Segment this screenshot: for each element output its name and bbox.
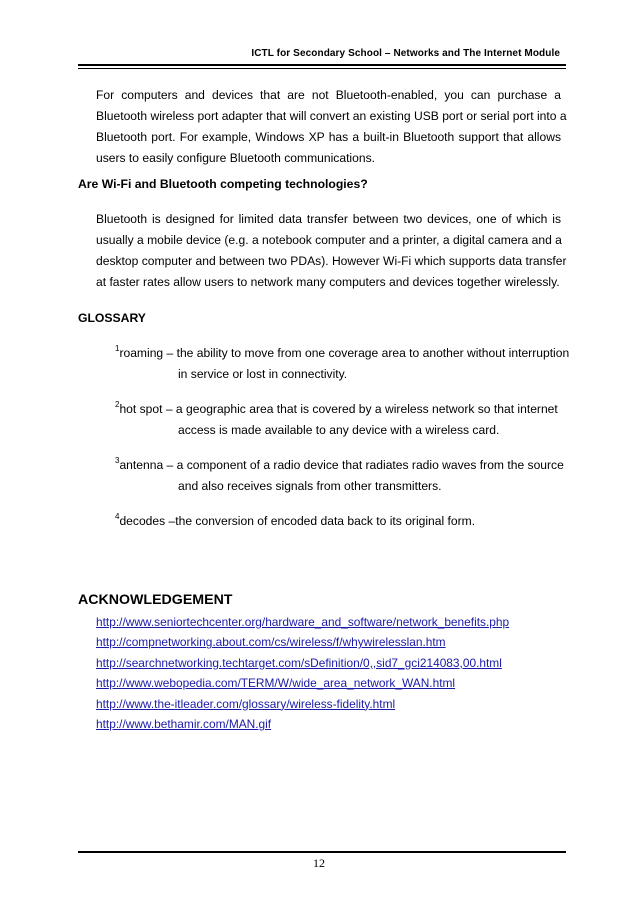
reference-link[interactable]: http://compnetworking.about.com/cs/wireless/f/whywirelesslan.htm <box>96 635 446 650</box>
header-rule-thin <box>78 68 566 69</box>
intro-line: For computers and devices that are not Bluetooth-enabled, you can purchase a <box>96 88 561 102</box>
glossary-item-antenna <box>115 455 564 497</box>
intro-line: Bluetooth wireless port adapter that will convert an existing USB port or serial port into a <box>96 109 567 123</box>
glossary-item-roaming <box>115 343 570 385</box>
running-header: ICTL for Secondary School – Networks and The Internet Module <box>251 48 560 59</box>
reference-link[interactable]: http://www.the-itleader.com/glossary/wireless-fidelity.html <box>96 696 396 711</box>
acknowledgement-heading: ACKNOWLEDGEMENT <box>78 592 233 608</box>
glossary-item-decodes <box>115 511 561 532</box>
acknowledgement-links <box>96 612 509 734</box>
section-line: at faster rates allow users to network many computers and devices together wirelessly. <box>96 275 560 289</box>
footnote-number: 2 <box>115 400 120 409</box>
header-rule <box>78 64 566 66</box>
section-paragraph <box>96 209 567 293</box>
footnote-number: 3 <box>115 456 120 465</box>
glossary-continuation: access is made available to any device with a wireless card. <box>178 423 500 437</box>
glossary-term-line: $^4$decodes –the conversion of encoded data back to its original form. <box>115 512 476 528</box>
glossary-term-line: $^1$roaming – the ability to move from one coverage area to another without interruption <box>115 344 570 360</box>
reference-link[interactable]: http://www.bethamir.com/MAN.gif <box>96 717 272 732</box>
footnote-number: 4 <box>115 512 120 521</box>
glossary-term-line: $^3$antenna – a component of a radio device that radiates radio waves from the source <box>115 456 564 472</box>
section-line: usually a mobile device (e.g. a notebook computer and a printer, a digital camera and a <box>96 233 562 247</box>
glossary-continuation: and also receives signals from other transmitters. <box>178 479 442 493</box>
section-line: desktop computer and between two PDAs). However Wi-Fi which supports data transfer <box>96 254 567 268</box>
section-heading: Are Wi-Fi and Bluetooth competing technologies? <box>78 177 368 191</box>
footer-rule <box>78 851 566 853</box>
glossary-heading: GLOSSARY <box>78 311 146 325</box>
reference-link[interactable]: http://searchnetworking.techtarget.com/sDefinition/0,,sid7_gci214083,00.html <box>96 655 502 670</box>
section-line: Bluetooth is designed for limited data transfer between two devices, one of which is <box>96 212 561 226</box>
intro-line: Bluetooth port. For example, Windows XP has a built-in Bluetooth support that allows <box>96 130 561 144</box>
footnote-number: 1 <box>115 344 120 353</box>
reference-link[interactable]: http://www.seniortechcenter.org/hardware_and_software/network_benefits.php <box>96 615 510 629</box>
intro-line: users to easily configure Bluetooth communications. <box>96 151 375 165</box>
intro-paragraph <box>96 85 567 169</box>
glossary-term-line: $^2$hot spot – a geographic area that is covered by a wireless network so that internet <box>115 400 558 416</box>
glossary-continuation: in service or lost in connectivity. <box>178 367 348 381</box>
reference-link[interactable]: http://www.webopedia.com/TERM/W/wide_area_network_WAN.html <box>96 676 456 691</box>
page-number: 12 <box>313 856 325 870</box>
glossary-item-hot-spot <box>115 399 561 441</box>
